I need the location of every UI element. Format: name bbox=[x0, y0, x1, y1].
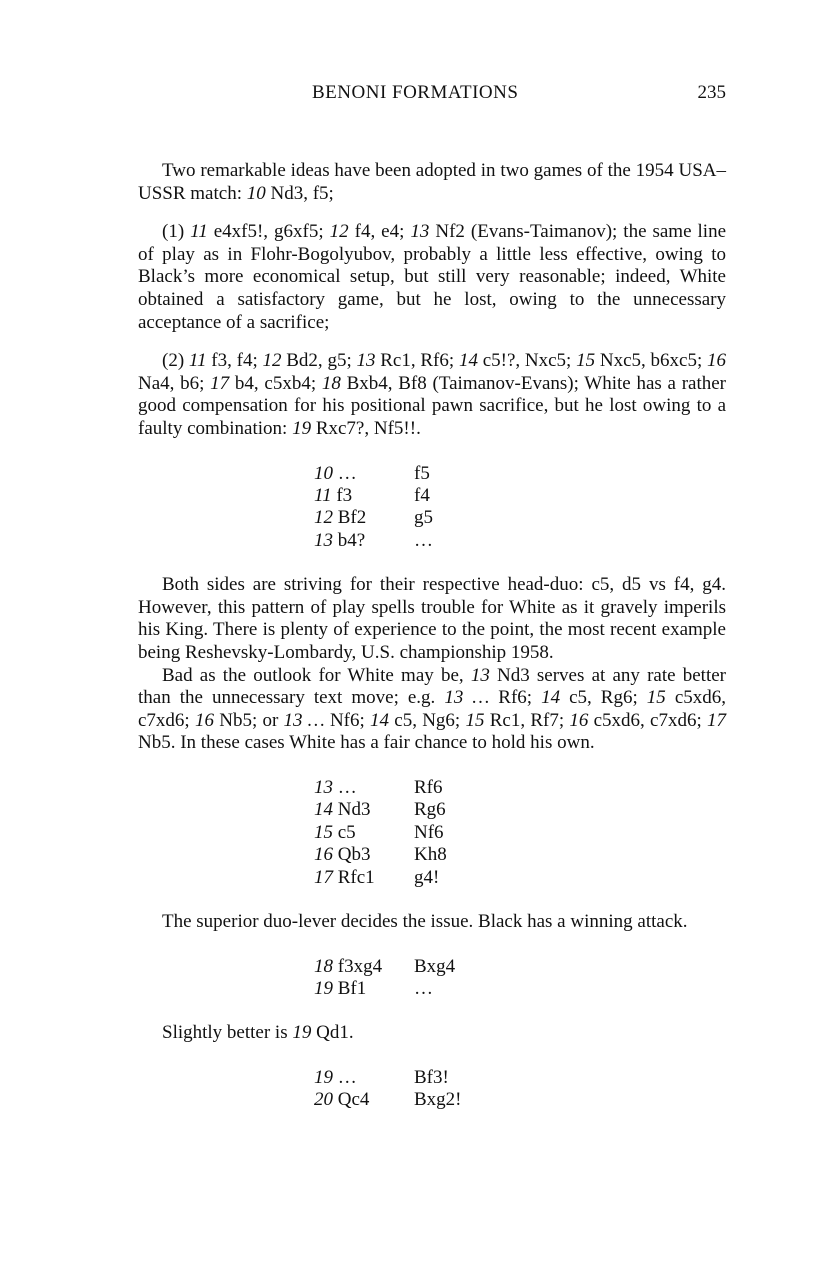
move-row bbox=[314, 822, 726, 844]
move-row bbox=[314, 1089, 726, 1111]
move-list bbox=[314, 956, 726, 1001]
move-row bbox=[314, 463, 726, 485]
white-move: 19 … bbox=[314, 1066, 357, 1088]
black-move: Bxg2! bbox=[414, 1089, 462, 1111]
move-row bbox=[314, 978, 726, 1000]
white-move: 13 b4? bbox=[314, 529, 366, 551]
white-move: 11 f3 bbox=[314, 484, 353, 506]
page-header bbox=[138, 82, 726, 108]
black-move: g5 bbox=[414, 507, 433, 529]
black-move: Bxg4 bbox=[414, 955, 456, 977]
move-row bbox=[314, 956, 726, 978]
black-move: Rg6 bbox=[414, 799, 446, 821]
page-body bbox=[138, 160, 726, 1112]
black-move: Rf6 bbox=[414, 776, 443, 798]
black-move: Kh8 bbox=[414, 844, 447, 866]
move-list bbox=[314, 1067, 726, 1112]
white-move: 16 Qb3 bbox=[314, 844, 371, 866]
white-move: 12 Bf2 bbox=[314, 507, 367, 529]
move-row bbox=[314, 867, 726, 889]
move-row bbox=[314, 844, 726, 866]
move-number: 19 bbox=[314, 977, 333, 999]
move-row bbox=[314, 1067, 726, 1089]
black-move: … bbox=[414, 977, 433, 999]
move-row bbox=[314, 777, 726, 799]
move-number: 19 bbox=[314, 1066, 333, 1088]
move-row bbox=[314, 485, 726, 507]
move-row bbox=[314, 507, 726, 529]
white-move: 19 Bf1 bbox=[314, 977, 367, 999]
black-move: f4 bbox=[414, 484, 430, 506]
move-row bbox=[314, 799, 726, 821]
white-move: 15 c5 bbox=[314, 821, 356, 843]
black-move: Bf3! bbox=[414, 1066, 449, 1088]
black-move: g4! bbox=[414, 866, 440, 888]
white-move: 17 Rfc1 bbox=[314, 866, 375, 888]
white-move: 10 … bbox=[314, 462, 357, 484]
move-number: 12 bbox=[314, 507, 333, 529]
running-head: BENONI FORMATIONS bbox=[312, 82, 519, 103]
paragraph: (1) 11 e4xf5!, g6xf5; 12 f4, e4; 13 Nf2 (Evans-Taimanov); the same line of play as in Flohr-Bogolyubov, probably a little less effective, owing to Black’s more economical setup, but still very reasonable; indeed, White obtained a satisfactory game, but he lost, owing to the unnecessary acceptance of a sacrifice; bbox=[138, 221, 726, 333]
move-list bbox=[314, 777, 726, 889]
paragraph: Slightly better is 19 Qd1. bbox=[162, 1022, 354, 1044]
paragraph: (2) 11 f3, f4; 12 Bd2, g5; 13 Rc1, Rf6; 14 c5!?, Nxc5; 15 Nxc5, b6xc5; 16 Na4, b6; 17 b4, c5xb4; 18 Bxb4, Bf8 (Taimanov-Evans); White has a rather good compensation for his positional pawn sacrifice, but he lost owing to a faulty combination: 19 Rxc7?, Nf5!!. bbox=[138, 350, 727, 439]
move-number: 13 bbox=[314, 529, 333, 551]
paragraph: Two remarkable ideas have been adopted in two games of the 1954 USA–USSR match: 10 Nd3, f5; bbox=[138, 160, 726, 204]
paragraph: Both sides are striving for their respective head-duo: c5, d5 vs f4, g4. However, this pattern of play spells trouble for White as it gravely imperils his King. There is plenty of experience to the point, the most recent example being Reshevsky-Lombardy, U.S. championship 1958. bbox=[138, 574, 726, 663]
move-number: 11 bbox=[314, 484, 332, 506]
black-move: f5 bbox=[414, 462, 430, 484]
move-list bbox=[314, 463, 726, 553]
white-move: 14 Nd3 bbox=[314, 799, 371, 821]
move-number: 18 bbox=[314, 955, 333, 977]
white-move: 18 f3xg4 bbox=[314, 955, 383, 977]
move-row bbox=[314, 530, 726, 552]
move-number: 15 bbox=[314, 821, 333, 843]
move-number: 17 bbox=[314, 866, 333, 888]
white-move: 13 … bbox=[314, 776, 357, 798]
page-number: 235 bbox=[697, 82, 726, 103]
move-number: 20 bbox=[314, 1089, 333, 1111]
black-move: … bbox=[414, 529, 433, 551]
paragraph: The superior duo-lever decides the issue. Black has a winning attack. bbox=[162, 910, 688, 932]
move-number: 16 bbox=[314, 844, 333, 866]
paragraph: Bad as the outlook for White may be, 13 Nd3 serves at any rate better than the unnecessary text move; e.g. 13 … Rf6; 14 c5, Rg6; 15 c5xd6, c7xd6; 16 Nb5; or 13 … Nf6; 14 c5, Ng6; 15 Rc1, Rf7; 16 c5xd6, c7xd6; 17 Nb5. In these cases White has a fair chance to hold his own. bbox=[138, 664, 727, 754]
white-move: 20 Qc4 bbox=[314, 1089, 370, 1111]
move-number: 10 bbox=[314, 462, 333, 484]
move-number: 14 bbox=[314, 799, 333, 821]
move-number: 13 bbox=[314, 776, 333, 798]
black-move: Nf6 bbox=[414, 821, 444, 843]
